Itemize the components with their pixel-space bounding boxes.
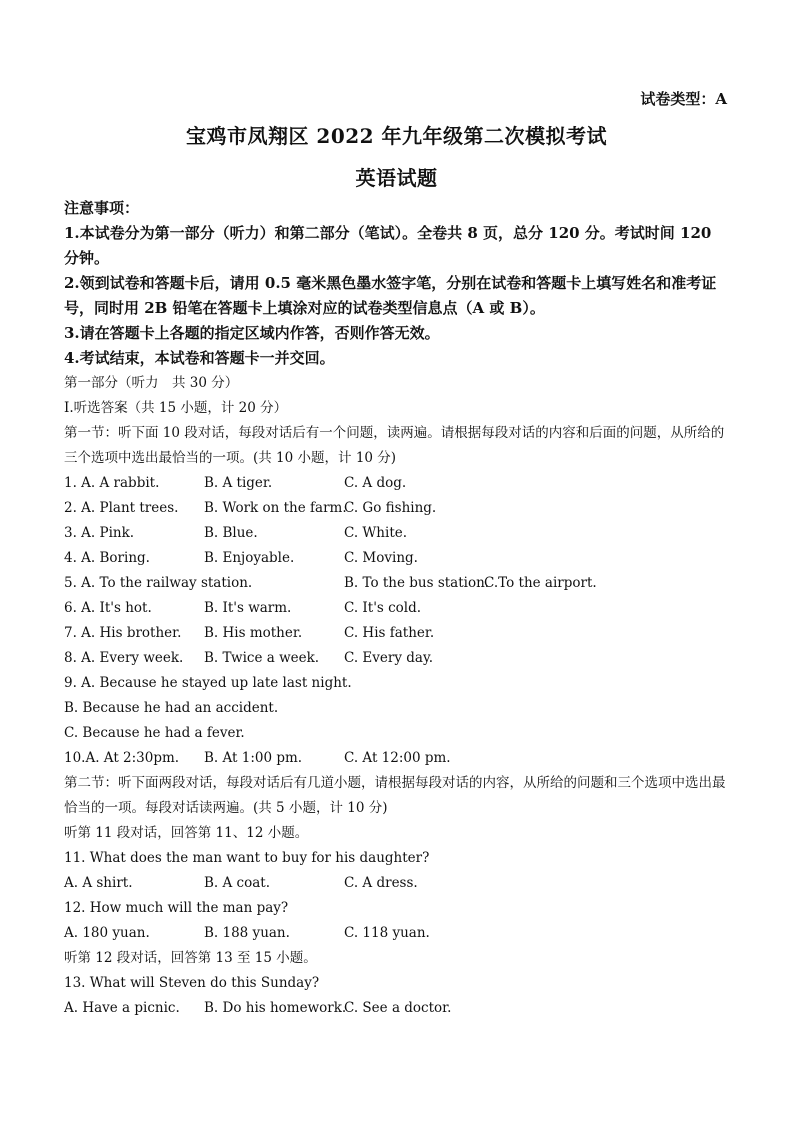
notice-item: 1.本试卷分为第一部分（听力）和第二部分（笔试）。全卷共 8 页，总分 120 分。考试时间 120 分钟。: [64, 224, 712, 267]
option-c: C. It's cold.: [344, 600, 422, 616]
question-6: [64, 596, 730, 621]
question-12: [64, 921, 730, 946]
option-c: C. See a doctor.: [344, 1000, 452, 1016]
option-a: 2. A. Plant trees.: [64, 500, 179, 516]
section-intro: 第一节：听下面 10 段对话，每段对话后有一个问题，读两遍。请根据每段对话的内容和后面的问题，从所给的三个选项中选出最恰当的一项。(共 10 小题，计 10 分): [64, 425, 725, 466]
option-c: C. At 12:00 pm.: [344, 750, 451, 766]
section-heading: I.听选答案（共 15 小题，计 20 分）: [64, 400, 288, 416]
question-9-option-b: B. Because he had an accident.: [64, 700, 279, 716]
exam-body: [64, 371, 730, 1021]
exam-title: 宝鸡市凤翔区 2022 年九年级第二次模拟考试: [185, 124, 608, 148]
question-12-stem: 12. How much will the man pay?: [64, 900, 289, 916]
notice-heading: 注意事项：: [64, 199, 140, 217]
section-intro: 第二节：听下面两段对话，每段对话后有几道小题，请根据每段对话的内容，从所给的问题和三个选项中选出最恰当的一项。每段对话读两遍。(共 5 小题，计 10 分): [64, 775, 726, 816]
question-10: [64, 746, 730, 771]
option-c: C. White.: [344, 525, 408, 541]
option-a: A. A shirt.: [64, 875, 133, 891]
option-a: 4. A. Boring.: [64, 550, 150, 566]
question-8: [64, 646, 730, 671]
question-11-stem: 11. What does the man want to buy for his daughter?: [64, 850, 430, 866]
question-1: [64, 471, 730, 496]
option-b: B. Twice a week.: [204, 650, 320, 666]
question-13: [64, 996, 730, 1021]
notice-item: 4.考试结束，本试卷和答题卡一并交回。: [64, 349, 335, 367]
option-b: B. 188 yuan.: [204, 925, 290, 941]
question-3: [64, 521, 730, 546]
option-b: B. Work on the farm.: [204, 500, 347, 516]
option-a: 8. A. Every week.: [64, 650, 184, 666]
dialog-instruction: 听第 11 段对话，回答第 11、12 小题。: [64, 825, 309, 841]
notice-block: [64, 196, 730, 371]
option-c: C.To the airport.: [484, 575, 597, 591]
option-c: C. A dress.: [344, 875, 418, 891]
paper-type: 试卷类型：A: [640, 90, 727, 108]
option-b: B. A tiger.: [204, 475, 273, 491]
question-2: [64, 496, 730, 521]
question-9-option-a: 9. A. Because he stayed up late last night.: [64, 675, 352, 691]
option-a: 6. A. It's hot.: [64, 600, 152, 616]
option-a: A. Have a picnic.: [64, 1000, 180, 1016]
option-a: 10.A. At 2:30pm.: [64, 750, 180, 766]
option-a: 1. A. A rabbit.: [64, 475, 160, 491]
question-13-stem: 13. What will Steven do this Sunday?: [64, 975, 320, 991]
option-b: B. A coat.: [204, 875, 270, 891]
option-c: C. Go fishing.: [344, 500, 437, 516]
question-4: [64, 546, 730, 571]
option-b: B. At 1:00 pm.: [204, 750, 303, 766]
option-c: C. Moving.: [344, 550, 418, 566]
option-b: B. It's warm.: [204, 600, 292, 616]
option-c: C. A dog.: [344, 475, 407, 491]
option-b: B. His mother.: [204, 625, 303, 641]
notice-item: 2.领到试卷和答题卡后，请用 0.5 毫米黑色墨水签字笔，分别在试卷和答题卡上填写姓名和准考证号，同时用 2B 铅笔在答题卡上填涂对应的试卷类型信息点（A 或 B）。: [64, 274, 717, 317]
question-9-option-c: C. Because he had a fever.: [64, 725, 245, 741]
question-11: [64, 871, 730, 896]
option-a: A. 180 yuan.: [64, 925, 150, 941]
option-c: C. 118 yuan.: [344, 925, 430, 941]
part-heading: 第一部分（听力 共 30 分）: [64, 375, 239, 391]
option-b: B. Enjoyable.: [204, 550, 295, 566]
option-a: 3. A. Pink.: [64, 525, 135, 541]
question-5: [64, 571, 730, 596]
option-c: C. Every day.: [344, 650, 434, 666]
option-c: C. His father.: [344, 625, 435, 641]
question-7: [64, 621, 730, 646]
option-b: B. Do his homework.: [204, 1000, 347, 1016]
dialog-instruction: 听第 12 段对话，回答第 13 至 15 小题。: [64, 950, 317, 966]
option-b: B. Blue.: [204, 525, 258, 541]
option-a: 5. A. To the railway station.: [64, 575, 253, 591]
exam-subtitle: 英语试题: [355, 166, 438, 190]
option-a: 7. A. His brother.: [64, 625, 182, 641]
notice-item: 3.请在答题卡上各题的指定区域内作答，否则作答无效。: [64, 324, 440, 342]
option-b: B. To the bus station.: [344, 575, 490, 591]
